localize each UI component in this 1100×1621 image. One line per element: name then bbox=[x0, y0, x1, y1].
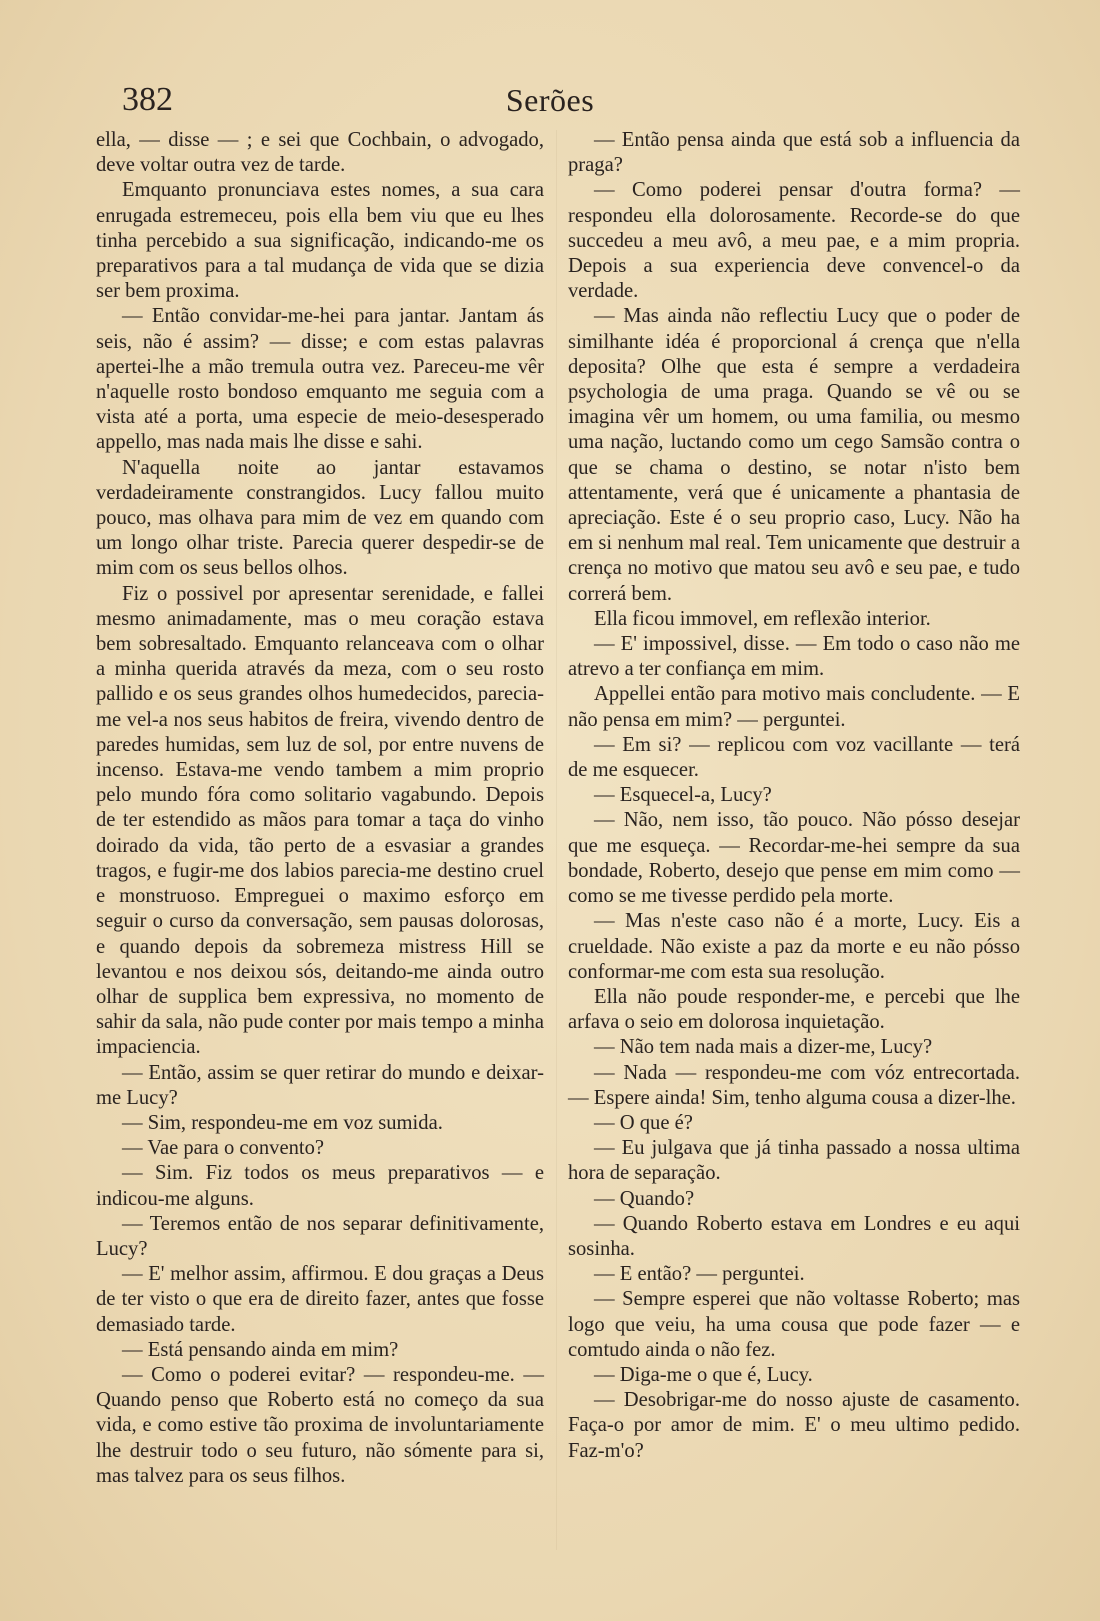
paragraph: ella, — disse — ; e sei que Cochbain, o advogado, deve voltar outra vez de tarde. bbox=[96, 129, 544, 177]
paragraph: Appellei então para motivo mais concludente. — E não pensa em mim? — perguntei. bbox=[568, 683, 1020, 731]
paragraph: — E' melhor assim, affirmou. E dou graças a Deus de ter visto o que era de direito fazer, antes que fosse demasiado tarde. bbox=[96, 1263, 544, 1336]
paragraph: — Nada — respondeu-me com vóz entrecortada. — Espere ainda! Sim, tenho alguma cousa a dizer-lhe. bbox=[568, 1061, 1020, 1109]
paragraph: — Sim, respondeu-me em voz sumida. bbox=[122, 1111, 443, 1134]
paragraph: Ella ficou immovel, em reflexão interior. bbox=[594, 607, 931, 630]
paragraph: — Vae para o convento? bbox=[122, 1137, 325, 1160]
paragraph: — Como poderei pensar d'outra forma? — respondeu ella dolorosamente. Recorde-se do que succedeu a meu avô, a meu pae, e a mim propria. Depois a sua experiencia deve convencel-o da verdade. bbox=[568, 179, 1020, 303]
paragraph: — Então, assim se quer retirar do mundo e deixar-me Lucy? bbox=[96, 1061, 544, 1109]
paragraph: — Em si? — replicou com voz vacillante — terá de me esquecer. bbox=[568, 733, 1020, 782]
paragraph: N'aquella noite ao jantar estavamos verdadeiramente constrangidos. Lucy fallou muito pouco, mas olhava para mim de vez em quando com um longo olhar triste. Parecia querer despedir-se de mim com os seus bellos olhos. bbox=[96, 456, 544, 580]
paragraph: — Sim. Fiz todos os meus preparativos — e indicou-me alguns. bbox=[96, 1162, 544, 1210]
paragraph: — Desobrigar-me do nosso ajuste de casamento. Faça-o por amor de mim. E' o meu ultimo pedido. Faz-m'o? bbox=[568, 1389, 1020, 1462]
paragraph: — Teremos então de nos separar definitivamente, Lucy? bbox=[96, 1212, 544, 1260]
paragraph: — E' impossivel, disse. — Em todo o caso não me atrevo a ter confiança em mim. bbox=[568, 633, 1020, 681]
paragraph: — Esquecel-a, Lucy? bbox=[594, 784, 772, 807]
left-column bbox=[96, 128, 544, 1489]
paragraph: — Sempre esperei que não voltasse Roberto; mas logo que veiu, ha uma cousa que pode fazer — e comtudo ainda o não fez. bbox=[568, 1288, 1020, 1361]
paragraph: Fiz o possivel por apresentar serenidade, e fallei mesmo animadamente, mas o meu coração estava bem sobresaltado. Emquanto relanceava com o olhar a minha querida através da meza, com o seu rosto pallido e os seus grandes olhos humedecidos, parecia-me vel-a nos seus habitos de freira, vivendo dentro de paredes humidas, sem luz de sol, por entre nuvens de incenso. Estava-me vendo tambem a mim proprio pelo mundo fóra como solitario vagabundo. Depois de ter estendido as mãos para tomar a taça do vinho doirado da vida, tão perto de a esvasiar a grandes tragos, e fugir-me dos labios parecia-me destino cruel e monstruoso. Empreguei o maximo esforço em seguir o curso da conversação, sem pausas dolorosas, e quando depois da sobremeza mistress Hill se levantou e nos deixou sós, deitando-me ainda outro olhar de supplica bem expressiva, no momento de sahir da sala, não pude conter por mais tempo a minha impaciencia. bbox=[96, 582, 544, 1059]
column-divider bbox=[556, 130, 557, 1550]
paragraph: Emquanto pronunciava estes nomes, a sua cara enrugada estremeceu, pois ella bem viu que eu lhes tinha percebido a sua significação, indicando-me os preparativos para a tal mudança de vida que se dizia ser bem proxima. bbox=[96, 179, 544, 303]
paragraph: — Quando? bbox=[594, 1187, 695, 1210]
paragraph: — E então? — perguntei. bbox=[594, 1263, 805, 1286]
paragraph: — Mas n'este caso não é a morte, Lucy. Eis a crueldade. Não existe a paz da morte e eu não pósso conformar-me com esta sua resolução. bbox=[568, 910, 1020, 983]
paragraph: — Quando Roberto estava em Londres e eu aqui sosinha. bbox=[568, 1212, 1020, 1260]
paragraph: — Não, nem isso, tão pouco. Não pósso desejar que me esqueça. — Recordar-me-hei sempre da sua bondade, Roberto, desejo que pense em mim como — como se me tivesse perdido pela morte. bbox=[568, 809, 1020, 908]
page-number: 382 bbox=[122, 81, 173, 118]
paragraph: — Mas ainda não reflectiu Lucy que o poder de similhante idéa é proporcional á crença que n'ella deposita? Olhe que esta é sempre a verdadeira psychologia de uma praga. Quando se vê ou se imagina vêr um homem, ou uma familia, ou mesmo uma nação, luctando como um cego Samsão contra o que se chama o destino, se notar n'isto bem attentamente, verá que é unicamente a phantasia de apreciação. Este é o seu proprio caso, Lucy. Não ha em si nenhum mal real. Tem unicamente que destruir a crença no motivo que matou seu avô e seu pae, e tudo correrá bem. bbox=[568, 305, 1020, 605]
paragraph: — Está pensando ainda em mim? bbox=[122, 1338, 399, 1361]
paragraph: — Como o poderei evitar? — respondeu-me. — Quando penso que Roberto está no começo da sua vida, e como estive tão proxima de involuntariamente lhe destruir todo o seu futuro, não sómente para si, mas talvez para os seus filhos. bbox=[96, 1363, 544, 1487]
right-column bbox=[568, 128, 1020, 1464]
paragraph: — O que é? bbox=[594, 1111, 693, 1134]
paragraph: — Diga-me o que é, Lucy. bbox=[594, 1363, 813, 1386]
paragraph: Ella não poude responder-me, e percebi que lhe arfava o seio em dolorosa inquietação. bbox=[568, 985, 1020, 1034]
paragraph: — Não tem nada mais a dizer-me, Lucy? bbox=[594, 1036, 933, 1059]
page-header bbox=[0, 78, 1100, 128]
running-title: Serões bbox=[505, 82, 595, 118]
paragraph: — Então pensa ainda que está sob a influencia da praga? bbox=[568, 129, 1020, 177]
paragraph: — Eu julgava que já tinha passado a nossa ultima hora de separação. bbox=[568, 1137, 1020, 1185]
paragraph: — Então convidar-me-hei para jantar. Jantam ás seis, não é assim? — disse; e com estas palavras apertei-lhe a mão tremula outra vez. Pareceu-me vêr n'aquelle rosto bondoso emquanto me seguia com a vista até a porta, uma especie de meio-desesperado appello, mas nada mais lhe disse e sahi. bbox=[96, 305, 544, 454]
